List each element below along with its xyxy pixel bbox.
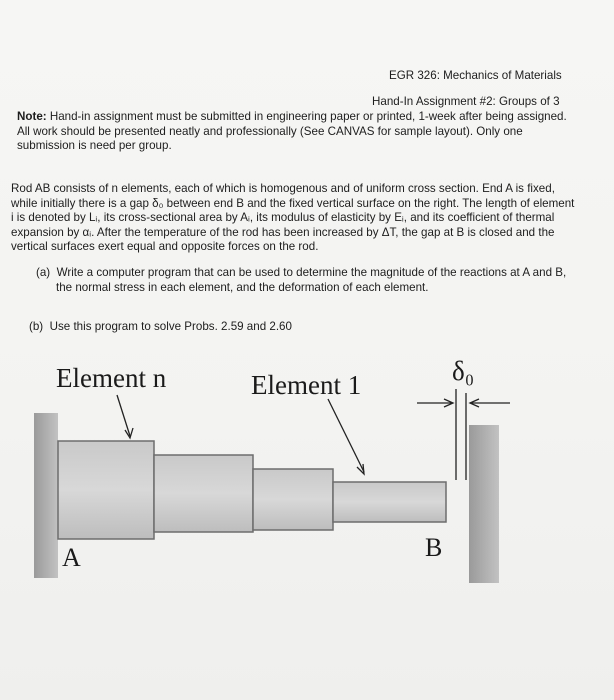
submission-note [17, 110, 577, 154]
note-text: Hand-in assignment must be submitted in engineering paper or printed, 1-week after being assigned. All work should be presented neatly and professionally (See CANVAS for sample layout). Only one submission is need per group. [17, 110, 567, 153]
part-b-label: (b) [29, 320, 44, 333]
leader-element-n [117, 395, 130, 436]
assignment-title: Hand-In Assignment #2: Groups of 3 [372, 95, 560, 108]
right-wall [469, 425, 499, 583]
element-segment-3 [253, 469, 333, 530]
element-segment-2 [154, 455, 253, 532]
part-a [36, 266, 576, 295]
part-b [29, 320, 292, 335]
element-n-segment [58, 441, 154, 539]
part-a-text: Write a computer program that can be used to determine the magnitude of the reactions at A and B, the normal stress in each element, and the deformation of each element. [56, 266, 567, 294]
note-label: Note: [17, 110, 47, 123]
part-b-text: Use this program to solve Probs. 2.59 and 2.60 [49, 320, 292, 333]
leader-element-1 [328, 399, 364, 472]
label-end-b: B [425, 533, 443, 562]
label-gap-delta: δ₀ [452, 356, 475, 386]
label-end-a: A [62, 543, 81, 572]
label-element-1: Element 1 [251, 370, 362, 400]
problem-statement: Rod AB consists of n elements, each of which is homogenous and of uniform cross section. End A is fixed, while initially there is a gap δ₀ between end B and the fixed vertical surface on the right. The length of element i is denoted by Lᵢ, its cross-sectional area by Aᵢ, its modulus of elasticity by Eᵢ, and its coefficient of thermal expansion by αᵢ. After the temperature of the rod has been increased by ΔT, the gap at B is closed and the vertical surfaces exert equal and opposite forces on the rod. [11, 182, 575, 254]
label-element-n: Element n [56, 363, 167, 393]
part-a-label: (a) [36, 266, 51, 279]
rod-diagram [0, 340, 614, 600]
element-1-segment [333, 482, 446, 522]
course-title: EGR 326: Mechanics of Materials [389, 69, 562, 82]
left-wall [34, 413, 58, 578]
